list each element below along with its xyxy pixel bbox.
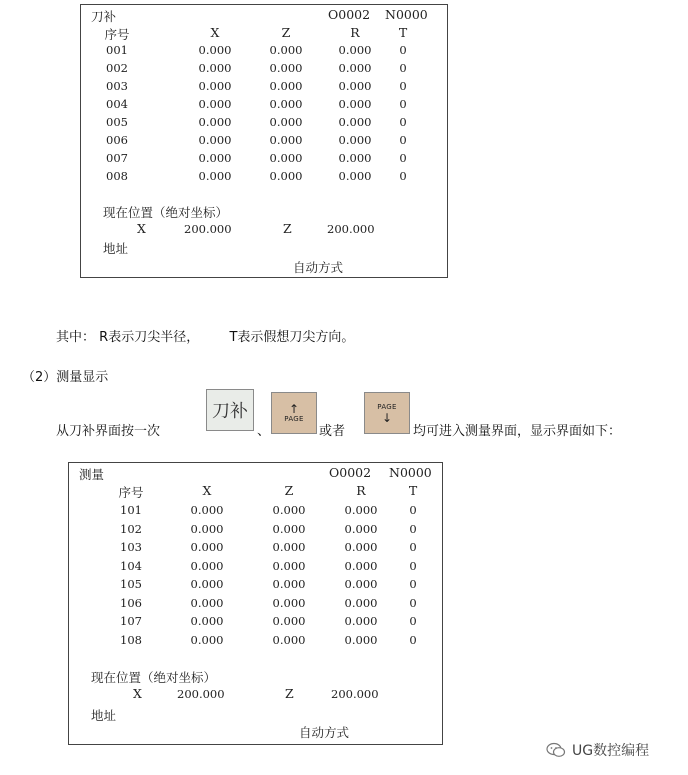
instruction-before: 从刀补界面按一次: [56, 424, 161, 439]
section-heading: （2）测量显示: [22, 370, 109, 385]
page-up-label: PAGE: [284, 414, 304, 423]
table-cell: 0.000: [198, 61, 232, 75]
table-cell: 0.000: [344, 558, 378, 573]
table-cell: 0.000: [198, 43, 232, 57]
table-cell: 0.000: [269, 97, 303, 111]
table-cell: 104: [120, 558, 142, 573]
page-up-key-icon: [271, 392, 317, 434]
x-label: X: [133, 686, 142, 701]
table-cell: 0: [409, 503, 417, 517]
table-cell: 0.000: [269, 79, 303, 93]
note-t: T表示假想刀尖方向。: [229, 330, 355, 345]
z-value: 200.000: [331, 687, 379, 701]
offset-softkey-label: 刀补: [212, 401, 248, 422]
table-cell: 0: [409, 558, 417, 573]
mode-label: 自动方式: [299, 725, 350, 740]
table-cell: 0.000: [269, 115, 303, 129]
note-prefix: 其中：: [56, 330, 96, 345]
table-cell: 0.000: [344, 614, 378, 628]
table-cell: 0: [399, 97, 407, 111]
screen-title: 测量: [79, 467, 105, 482]
table-cell: 006: [106, 133, 128, 147]
table-cell: 0.000: [344, 632, 378, 647]
measure-screen: [68, 462, 443, 745]
table-cell: 107: [120, 614, 142, 628]
table-cell: 0.000: [272, 595, 306, 610]
header-x: X: [210, 25, 220, 40]
table-cell: 0.000: [269, 169, 303, 183]
table-cell: 0: [409, 595, 417, 610]
table-cell: 003: [106, 79, 128, 93]
table-cell: 0.000: [272, 503, 306, 517]
header-t: T: [398, 25, 408, 40]
table-cell: 005: [106, 115, 128, 129]
z-label: Z: [283, 221, 292, 236]
position-label: 现在位置（绝对坐标）: [91, 670, 217, 685]
table-cell: 0: [399, 151, 407, 165]
table-cell: 0.000: [198, 115, 232, 129]
offset-screen: [80, 4, 448, 278]
table-cell: 0.000: [338, 151, 372, 165]
address-label: 地址: [103, 241, 129, 256]
watermark-text: UG数控编程: [572, 743, 650, 759]
page-down-arrow: ↓: [381, 410, 393, 425]
z-value: 200.000: [327, 222, 375, 236]
address-label: 地址: [91, 708, 117, 723]
table-cell: 0: [409, 521, 417, 536]
table-cell: 0.000: [272, 614, 306, 628]
table-cell: 0.000: [272, 521, 306, 536]
x-label: X: [137, 221, 146, 236]
offset-softkey-icon: [206, 389, 254, 431]
table-cell: 0.000: [190, 521, 224, 536]
table-cell: 004: [106, 97, 128, 111]
table-cell: 0: [409, 577, 417, 591]
header-z: Z: [281, 25, 291, 40]
table-cell: 0.000: [269, 133, 303, 147]
table-cell: 0.000: [198, 133, 232, 147]
program-number: O0002: [328, 7, 371, 22]
block-number: N0000: [385, 7, 428, 22]
header-r: R: [356, 483, 366, 498]
block-number: N0000: [389, 465, 432, 480]
table-cell: 008: [106, 169, 128, 183]
table-cell: 0.000: [198, 151, 232, 165]
table-cell: 002: [106, 61, 128, 75]
table-cell: 0.000: [198, 169, 232, 183]
table-cell: 0: [399, 169, 407, 183]
table-cell: 0.000: [338, 43, 372, 57]
table-cell: 0.000: [338, 115, 372, 129]
header-z: Z: [284, 483, 294, 498]
header-index: 序号: [118, 485, 144, 500]
table-cell: 0.000: [190, 595, 224, 610]
table-cell: 0.000: [338, 133, 372, 147]
table-cell: 0.000: [272, 632, 306, 647]
table-cell: 0.000: [344, 577, 378, 591]
table-cell: 0.000: [338, 79, 372, 93]
table-cell: 0.000: [272, 577, 306, 591]
instruction-sep1: 、: [257, 424, 271, 439]
table-cell: 0.000: [344, 503, 378, 517]
table-cell: 0: [399, 133, 407, 147]
header-x: X: [202, 483, 212, 498]
table-cell: 0.000: [190, 503, 224, 517]
page-down-key-icon: [364, 392, 410, 434]
table-cell: 0: [399, 43, 407, 57]
table-cell: 0.000: [198, 79, 232, 93]
table-cell: 007: [106, 151, 128, 165]
table-cell: 0.000: [338, 97, 372, 111]
program-number: O0002: [329, 465, 372, 480]
table-cell: 001: [106, 43, 128, 57]
table-cell: 102: [120, 521, 142, 536]
table-cell: 106: [120, 595, 142, 610]
table-cell: 101: [120, 503, 142, 517]
table-cell: 0.000: [269, 43, 303, 57]
z-label: Z: [285, 686, 294, 701]
screen-title: 刀补: [91, 9, 117, 24]
table-cell: 0: [399, 61, 407, 75]
page-up-arrow: ↑: [288, 401, 300, 416]
table-cell: 0.000: [338, 169, 372, 183]
watermark: [546, 740, 649, 760]
table-cell: 0.000: [344, 540, 378, 554]
table-cell: 0.000: [344, 595, 378, 610]
table-cell: 0.000: [338, 61, 372, 75]
note-r: R表示刀尖半径，: [99, 330, 200, 345]
table-cell: 0: [409, 540, 417, 554]
table-cell: 0: [399, 115, 407, 129]
table-cell: 0.000: [190, 632, 224, 647]
header-index: 序号: [104, 27, 130, 42]
header-t: T: [408, 483, 418, 498]
table-cell: 0.000: [190, 558, 224, 573]
table-cell: 0.000: [190, 577, 224, 591]
page-down-label: PAGE: [377, 402, 397, 411]
position-label: 现在位置（绝对坐标）: [103, 205, 229, 220]
table-cell: 0.000: [272, 540, 306, 554]
note-line: [56, 326, 354, 345]
table-cell: 0.000: [272, 558, 306, 573]
table-cell: 0.000: [198, 97, 232, 111]
wechat-icon: [546, 742, 566, 758]
mode-label: 自动方式: [293, 260, 344, 275]
table-cell: 0.000: [190, 614, 224, 628]
x-value: 200.000: [184, 222, 232, 236]
table-cell: 0.000: [269, 151, 303, 165]
table-cell: 0.000: [190, 540, 224, 554]
table-cell: 0.000: [344, 521, 378, 536]
x-value: 200.000: [177, 687, 225, 701]
table-cell: 103: [120, 540, 142, 554]
table-cell: 105: [120, 577, 142, 591]
table-cell: 108: [120, 632, 142, 647]
instruction-sep2: 或者: [319, 424, 346, 439]
table-cell: 0.000: [269, 61, 303, 75]
header-r: R: [350, 25, 360, 40]
table-cell: 0: [409, 632, 417, 647]
table-cell: 0: [399, 79, 407, 93]
instruction-after: 均可进入测量界面，显示界面如下：: [413, 424, 622, 439]
table-cell: 0: [409, 614, 417, 628]
